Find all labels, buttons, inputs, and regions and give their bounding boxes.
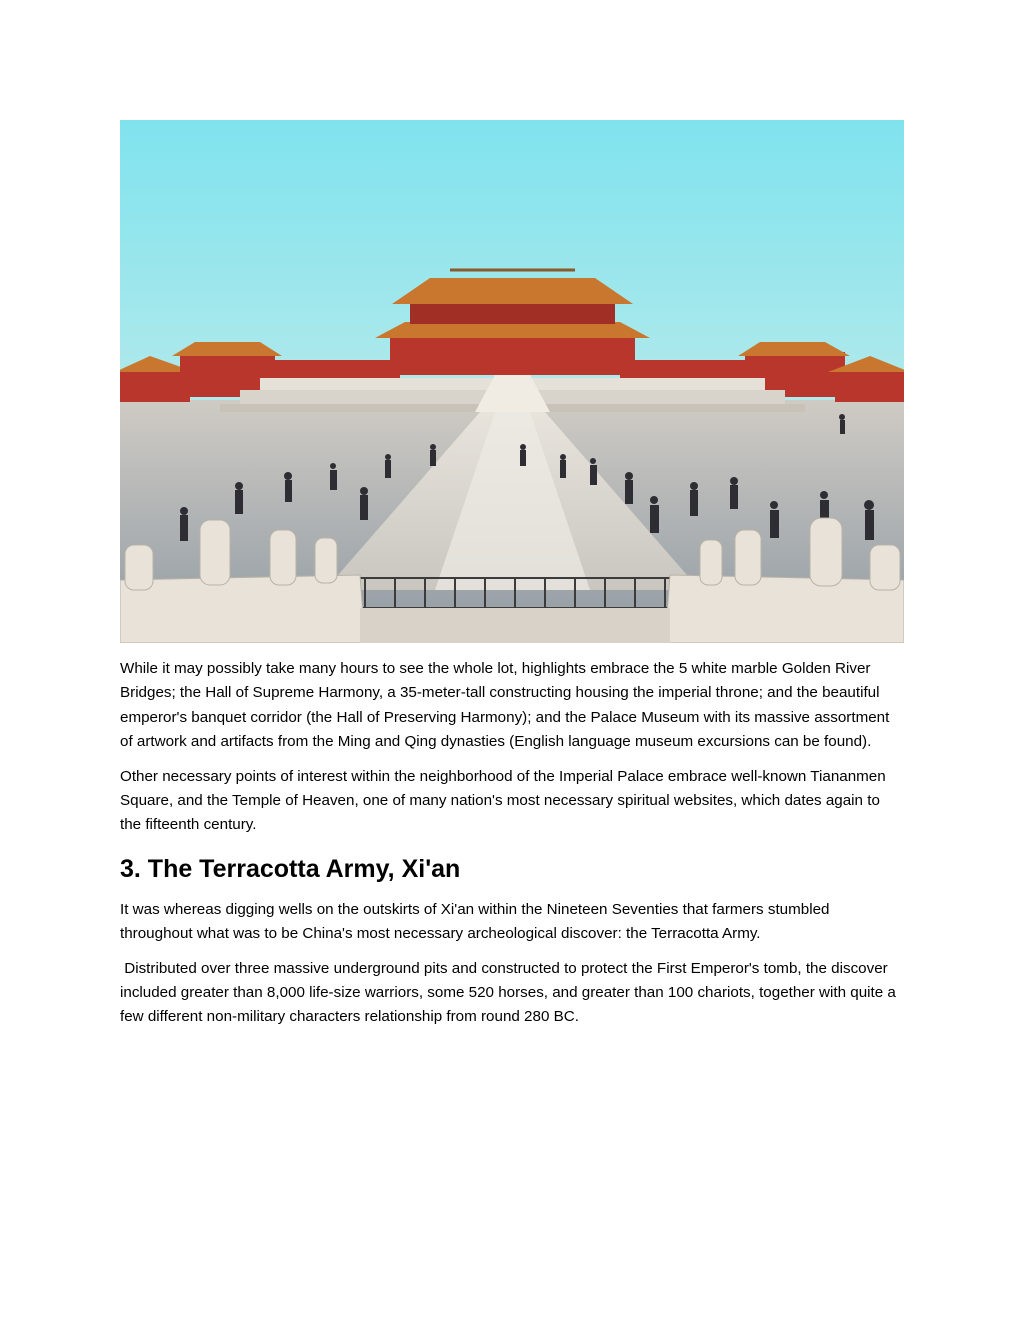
paragraph-points-of-interest: Other necessary points of interest within the neighborhood of the Imperial Palace embrace well-known Tiananmen Square, and the Temple of Heaven, one of many nation's most necessary spiritual websites, which dates again to the fifteenth century. (120, 767, 886, 834)
marble-terraces (220, 375, 805, 412)
paragraph-distribution: Distributed over three massive underground pits and constructed to protect the First Emperor's tomb, the discover included greater than 8,000 life-size warriors, some 520 horses, and greater than 100 chariots, together with quite a few different non-military characters relationship from round 280 BC. (120, 959, 901, 1026)
paragraph-discovery: It was whereas digging wells on the outskirts of Xi'an within the Nineteen Seventies that farmers stumbled throughout what was to be China's most necessary archeological discover: the Terracotta Army. (120, 900, 830, 943)
paragraph-highlights: While it may possibly take many hours to see the whole lot, highlights embrace the 5 white marble Golden River Bridges; the Hall of Supreme Harmony, a 35-meter-tall constructing housing the imperial throne; and the beautiful emperor's banquet corridor (the Hall of Preserving Harmony); and the Palace Museum with its massive assortment of artwork and artifacts from the Ming and Qing dynasties (English language museum excursions can be found). (120, 660, 890, 751)
document-page (120, 120, 905, 1030)
forbidden-city-photo (120, 120, 904, 643)
section-heading: 3. The Terracotta Army, Xi'an (120, 854, 461, 883)
bridge-deck (360, 608, 670, 643)
